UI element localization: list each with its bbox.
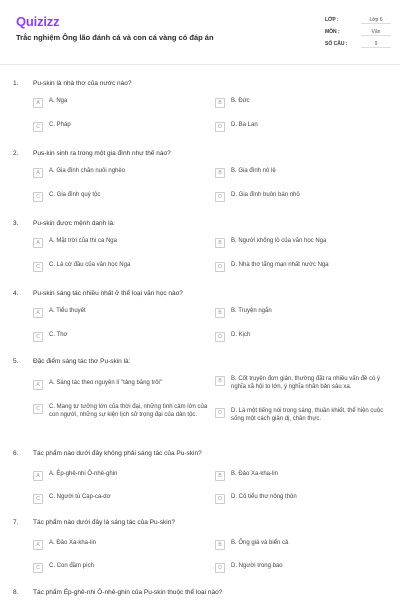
option-a[interactable] — [33, 308, 203, 320]
option-text: B. Đảo Xa-kha-lin — [231, 471, 279, 477]
option-text: B. Gia đình nô lệ — [231, 168, 276, 174]
option-letter: B — [215, 540, 225, 550]
question-number: 7. — [13, 519, 19, 526]
option-letter: C — [33, 262, 43, 272]
option-b[interactable] — [215, 168, 385, 180]
option-a[interactable] — [33, 540, 203, 552]
option-letter: D — [215, 408, 225, 418]
question-heading — [13, 450, 202, 457]
option-letter: D — [215, 262, 225, 272]
option-text: C. Lá cờ đầu của văn học Nga — [49, 262, 131, 268]
option-letter: C — [33, 332, 43, 342]
question-text: Tác phẩm Ép-ghê-nhi Ô-nhê-ghin của Pu-skin thuộc thể loại nào? — [33, 589, 223, 596]
option-text: A. Tiểu thuyết — [49, 308, 86, 314]
option-text: B. Đức — [231, 98, 250, 104]
meta-value: 9 — [361, 41, 391, 48]
option-text: D. Là một tiếng nói trong sáng, thuần khiết, thể hiện cuộc sống một cách giản dị, chân thực. — [231, 408, 384, 422]
header-divider — [0, 64, 400, 65]
option-b[interactable] — [215, 540, 385, 552]
meta-value: Văn — [361, 29, 391, 36]
question-3 — [0, 220, 400, 280]
question-text: Tác phẩm nào dưới đây là sáng tác của Pu-skin? — [33, 519, 175, 526]
option-c[interactable] — [33, 404, 211, 432]
option-text: A. Sáng tác theo nguyên lí "tảng băng trôi" — [49, 380, 163, 386]
option-letter: B — [215, 238, 225, 248]
option-letter: C — [33, 494, 43, 504]
option-c[interactable] — [33, 332, 203, 344]
option-letter: B — [215, 308, 225, 318]
option-letter: A — [33, 308, 43, 318]
option-a[interactable] — [33, 380, 203, 392]
question-text: Pu-skin sáng tác nhiều nhất ở thể loại văn học nào? — [33, 290, 183, 297]
question-number: 1. — [13, 80, 19, 87]
option-text: D. Gia đình buôn bán nhỏ — [231, 192, 300, 198]
option-letter: A — [33, 540, 43, 550]
option-text: C. Pháp — [49, 122, 71, 128]
question-text: Đặc điểm sáng tác thơ Pu-skin là: — [33, 358, 131, 365]
option-text: D. Người trong bao — [231, 563, 283, 569]
question-text: Pu-skin được mệnh danh là: — [33, 220, 115, 227]
option-text: D. Nhà thơ lãng mạn nhất nước Nga — [231, 262, 329, 268]
question-heading — [13, 220, 115, 227]
option-text: A. Ép-ghê-nhi Ô-nhê-ghin — [49, 471, 118, 477]
option-letter: D — [215, 122, 225, 132]
question-number: 6. — [13, 450, 19, 457]
question-heading — [13, 80, 132, 87]
option-d[interactable] — [215, 262, 385, 274]
option-text: D. Kịch — [231, 332, 251, 338]
option-text: C. Gia đình quý tộc — [49, 192, 101, 198]
option-letter: A — [33, 98, 43, 108]
option-text: C. Thơ — [49, 332, 68, 338]
question-number: 4. — [13, 290, 19, 297]
meta-subject-row — [325, 26, 391, 38]
option-b[interactable] — [215, 376, 393, 396]
option-text: C. Con đầm pích — [49, 563, 95, 569]
option-b[interactable] — [215, 471, 385, 483]
question-number: 8. — [13, 589, 19, 596]
question-text: Pu-skin là nhà thơ của nước nào? — [33, 80, 132, 87]
option-letter: D — [215, 192, 225, 202]
option-text: B. Truyện ngắn — [231, 308, 272, 314]
option-b[interactable] — [215, 238, 385, 250]
question-heading — [13, 150, 171, 157]
question-6 — [0, 450, 400, 510]
meta-label: MÔN : — [325, 29, 340, 35]
option-a[interactable] — [33, 238, 203, 250]
option-d[interactable] — [215, 192, 385, 204]
question-text: Tác phẩm nào dưới đây không phải sáng tác của Pu-skin? — [33, 450, 202, 457]
option-letter: B — [215, 376, 225, 386]
meta-value: Lớp 6 — [361, 17, 391, 24]
option-letter: C — [33, 404, 43, 414]
question-4 — [0, 290, 400, 350]
question-text: Pus-kin sinh ra trong một gia đình như thế nào? — [33, 150, 171, 157]
option-letter: D — [215, 563, 225, 573]
option-c[interactable] — [33, 192, 203, 204]
option-c[interactable] — [33, 122, 203, 134]
option-text: B. Người khổng lồ của văn học Nga — [231, 238, 327, 244]
option-b[interactable] — [215, 308, 385, 320]
question-number: 3. — [13, 220, 19, 227]
meta-label: SỐ CÂU : — [325, 41, 348, 47]
option-d[interactable] — [215, 122, 385, 134]
option-text: A. Đảo Xa-kha-lin — [49, 540, 97, 546]
option-text: A. Nga — [49, 98, 68, 104]
option-letter: A — [33, 168, 43, 178]
option-d[interactable] — [215, 408, 393, 428]
option-a[interactable] — [33, 471, 203, 483]
option-text: C. Mang tư tưởng lớn của thời đại, những tình cảm lớn của con người, những sự kiện lịch sử trọng đại của dân tộc. — [49, 404, 208, 418]
option-letter: A — [33, 380, 43, 390]
header — [0, 0, 400, 64]
option-c[interactable] — [33, 494, 203, 506]
option-text: B. Cốt truyện đơn giản, thường đặt ra nhiều vấn đề có ý nghĩa xã hội to lớn, ý nghĩa nhân bản sâu xa. — [231, 376, 380, 390]
question-7 — [0, 519, 400, 579]
meta-class-row — [325, 14, 391, 26]
question-number: 5. — [13, 358, 19, 365]
question-8 — [0, 589, 400, 600]
option-letter: A — [33, 471, 43, 481]
question-1 — [0, 80, 400, 140]
option-letter: D — [215, 494, 225, 504]
option-b[interactable] — [215, 98, 385, 110]
option-letter: B — [215, 168, 225, 178]
question-heading — [13, 519, 175, 526]
option-letter: D — [215, 332, 225, 342]
option-letter: C — [33, 192, 43, 202]
option-letter: C — [33, 122, 43, 132]
page-title: Trắc nghiệm Ông lão đánh cá và con cá vàng có đáp án — [16, 33, 214, 42]
question-2 — [0, 150, 400, 210]
option-text: B. Ông già và biển cả — [231, 540, 289, 546]
option-d[interactable] — [215, 563, 385, 575]
option-letter: B — [215, 98, 225, 108]
question-heading — [13, 589, 222, 596]
question-5 — [0, 358, 400, 438]
option-text: A. Gia đình chăn nuôi nghèo — [49, 168, 126, 174]
option-d[interactable] — [215, 332, 385, 344]
option-a[interactable] — [33, 168, 203, 180]
option-text: D. Cô tiểu thư nông thôn — [231, 494, 297, 500]
option-text: D. Ba Lan — [231, 122, 258, 128]
option-a[interactable] — [33, 98, 203, 110]
question-heading — [13, 290, 183, 297]
option-letter: B — [215, 471, 225, 481]
option-text: C. Người tù Cap-ca-dơ — [49, 494, 111, 500]
option-text: A. Mặt trời của thi ca Nga — [49, 238, 117, 244]
meta-label: LỚP : — [325, 17, 339, 23]
option-c[interactable] — [33, 262, 203, 274]
meta-count-row — [325, 38, 391, 50]
option-c[interactable] — [33, 563, 203, 575]
option-letter: C — [33, 563, 43, 573]
question-heading — [13, 358, 130, 365]
quizizz-logo: Quizizz — [16, 14, 60, 29]
option-letter: A — [33, 238, 43, 248]
option-d[interactable] — [215, 494, 385, 506]
question-number: 2. — [13, 150, 19, 157]
meta-panel — [325, 14, 391, 50]
